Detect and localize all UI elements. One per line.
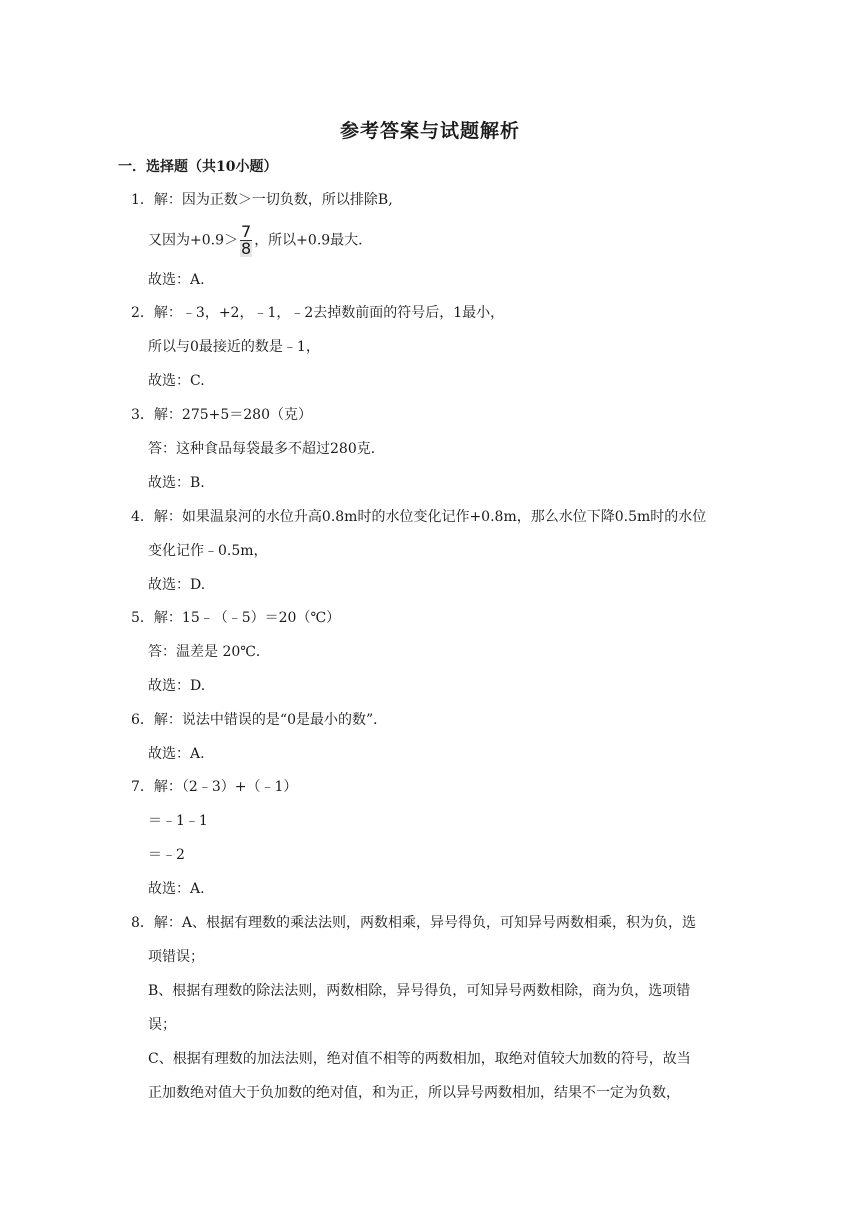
page-title: 参考答案与试题解析 (339, 120, 520, 142)
q7-answer: 故选：A. (148, 881, 205, 897)
q4-line-1: 4．解：如果温泉河的水位升高0.8m时的水位变化记作+0.8m，那么水位下降0.5m时的水位 (131, 509, 707, 525)
q1-line-1: 1．解：因为正数＞一切负数，所以排除B, (131, 192, 393, 208)
q7-line-3: ＝﹣2 (148, 847, 185, 863)
q7-line-1: 7．解：（2﹣3）+（﹣1） (131, 779, 298, 795)
q8-line-1: 8．解：A、根据有理数的乘法法则，两数相乘，异号得负，可知异号两数相乘，积为负，选 (131, 915, 697, 931)
q8-line-6: 正加数绝对值大于负加数的绝对值，和为正，所以异号两数相加，结果不一定为负数， (148, 1085, 680, 1101)
q8-line-2: 项错误； (148, 949, 204, 965)
q7-line-2: ＝﹣1﹣1 (148, 813, 208, 829)
q2-line-1: 2．解：﹣3，+2，﹣1，﹣2去掉数前面的符号后，1最小， (131, 305, 505, 321)
q1-line-2-pre: 又因为+0.9＞ (148, 232, 238, 249)
q1-line-2-post: ，所以+0.9最大． (254, 232, 373, 249)
q8-line-5: C、根据有理数的加法法则，绝对值不相等的两数相加，取绝对值较大加数的符号，故当 (148, 1051, 691, 1067)
q4-answer: 故选：D. (148, 577, 206, 593)
q8-line-3: B、根据有理数的除法法则，两数相除，异号得负，可知异号两数相除，商为负，选项错 (148, 983, 691, 999)
fraction (240, 224, 252, 257)
q6-answer: 故选：A. (148, 746, 205, 762)
q6-line-1: 6．解：说法中错误的是“0是最小的数”． (131, 712, 388, 728)
q5-answer: 故选：D. (148, 678, 206, 694)
q2-line-2: 所以与0最接近的数是﹣1， (148, 339, 320, 355)
q3-answer: 故选：B. (148, 475, 205, 491)
q4-line-2: 变化记作﹣0.5m， (148, 543, 268, 559)
q3-line-1: 3．解：275+5＝280（克） (131, 407, 312, 423)
fraction-numerator: 7 (241, 222, 252, 241)
section-heading: 一．选择题（共10小题） (118, 159, 278, 175)
q1-line-2 (148, 224, 372, 257)
q8-line-4: 误； (148, 1017, 176, 1033)
q3-line-2: 答：这种食品每袋最多不超过280克． (148, 441, 385, 457)
fraction-denominator: 8 (241, 239, 252, 258)
q5-line-2: 答：温差是 20℃． (148, 644, 270, 660)
q1-answer: 故选：A. (148, 272, 205, 288)
q2-answer: 故选：C. (148, 373, 205, 389)
q5-line-1: 5．解：15﹣（﹣5）＝20（℃） (131, 610, 341, 626)
